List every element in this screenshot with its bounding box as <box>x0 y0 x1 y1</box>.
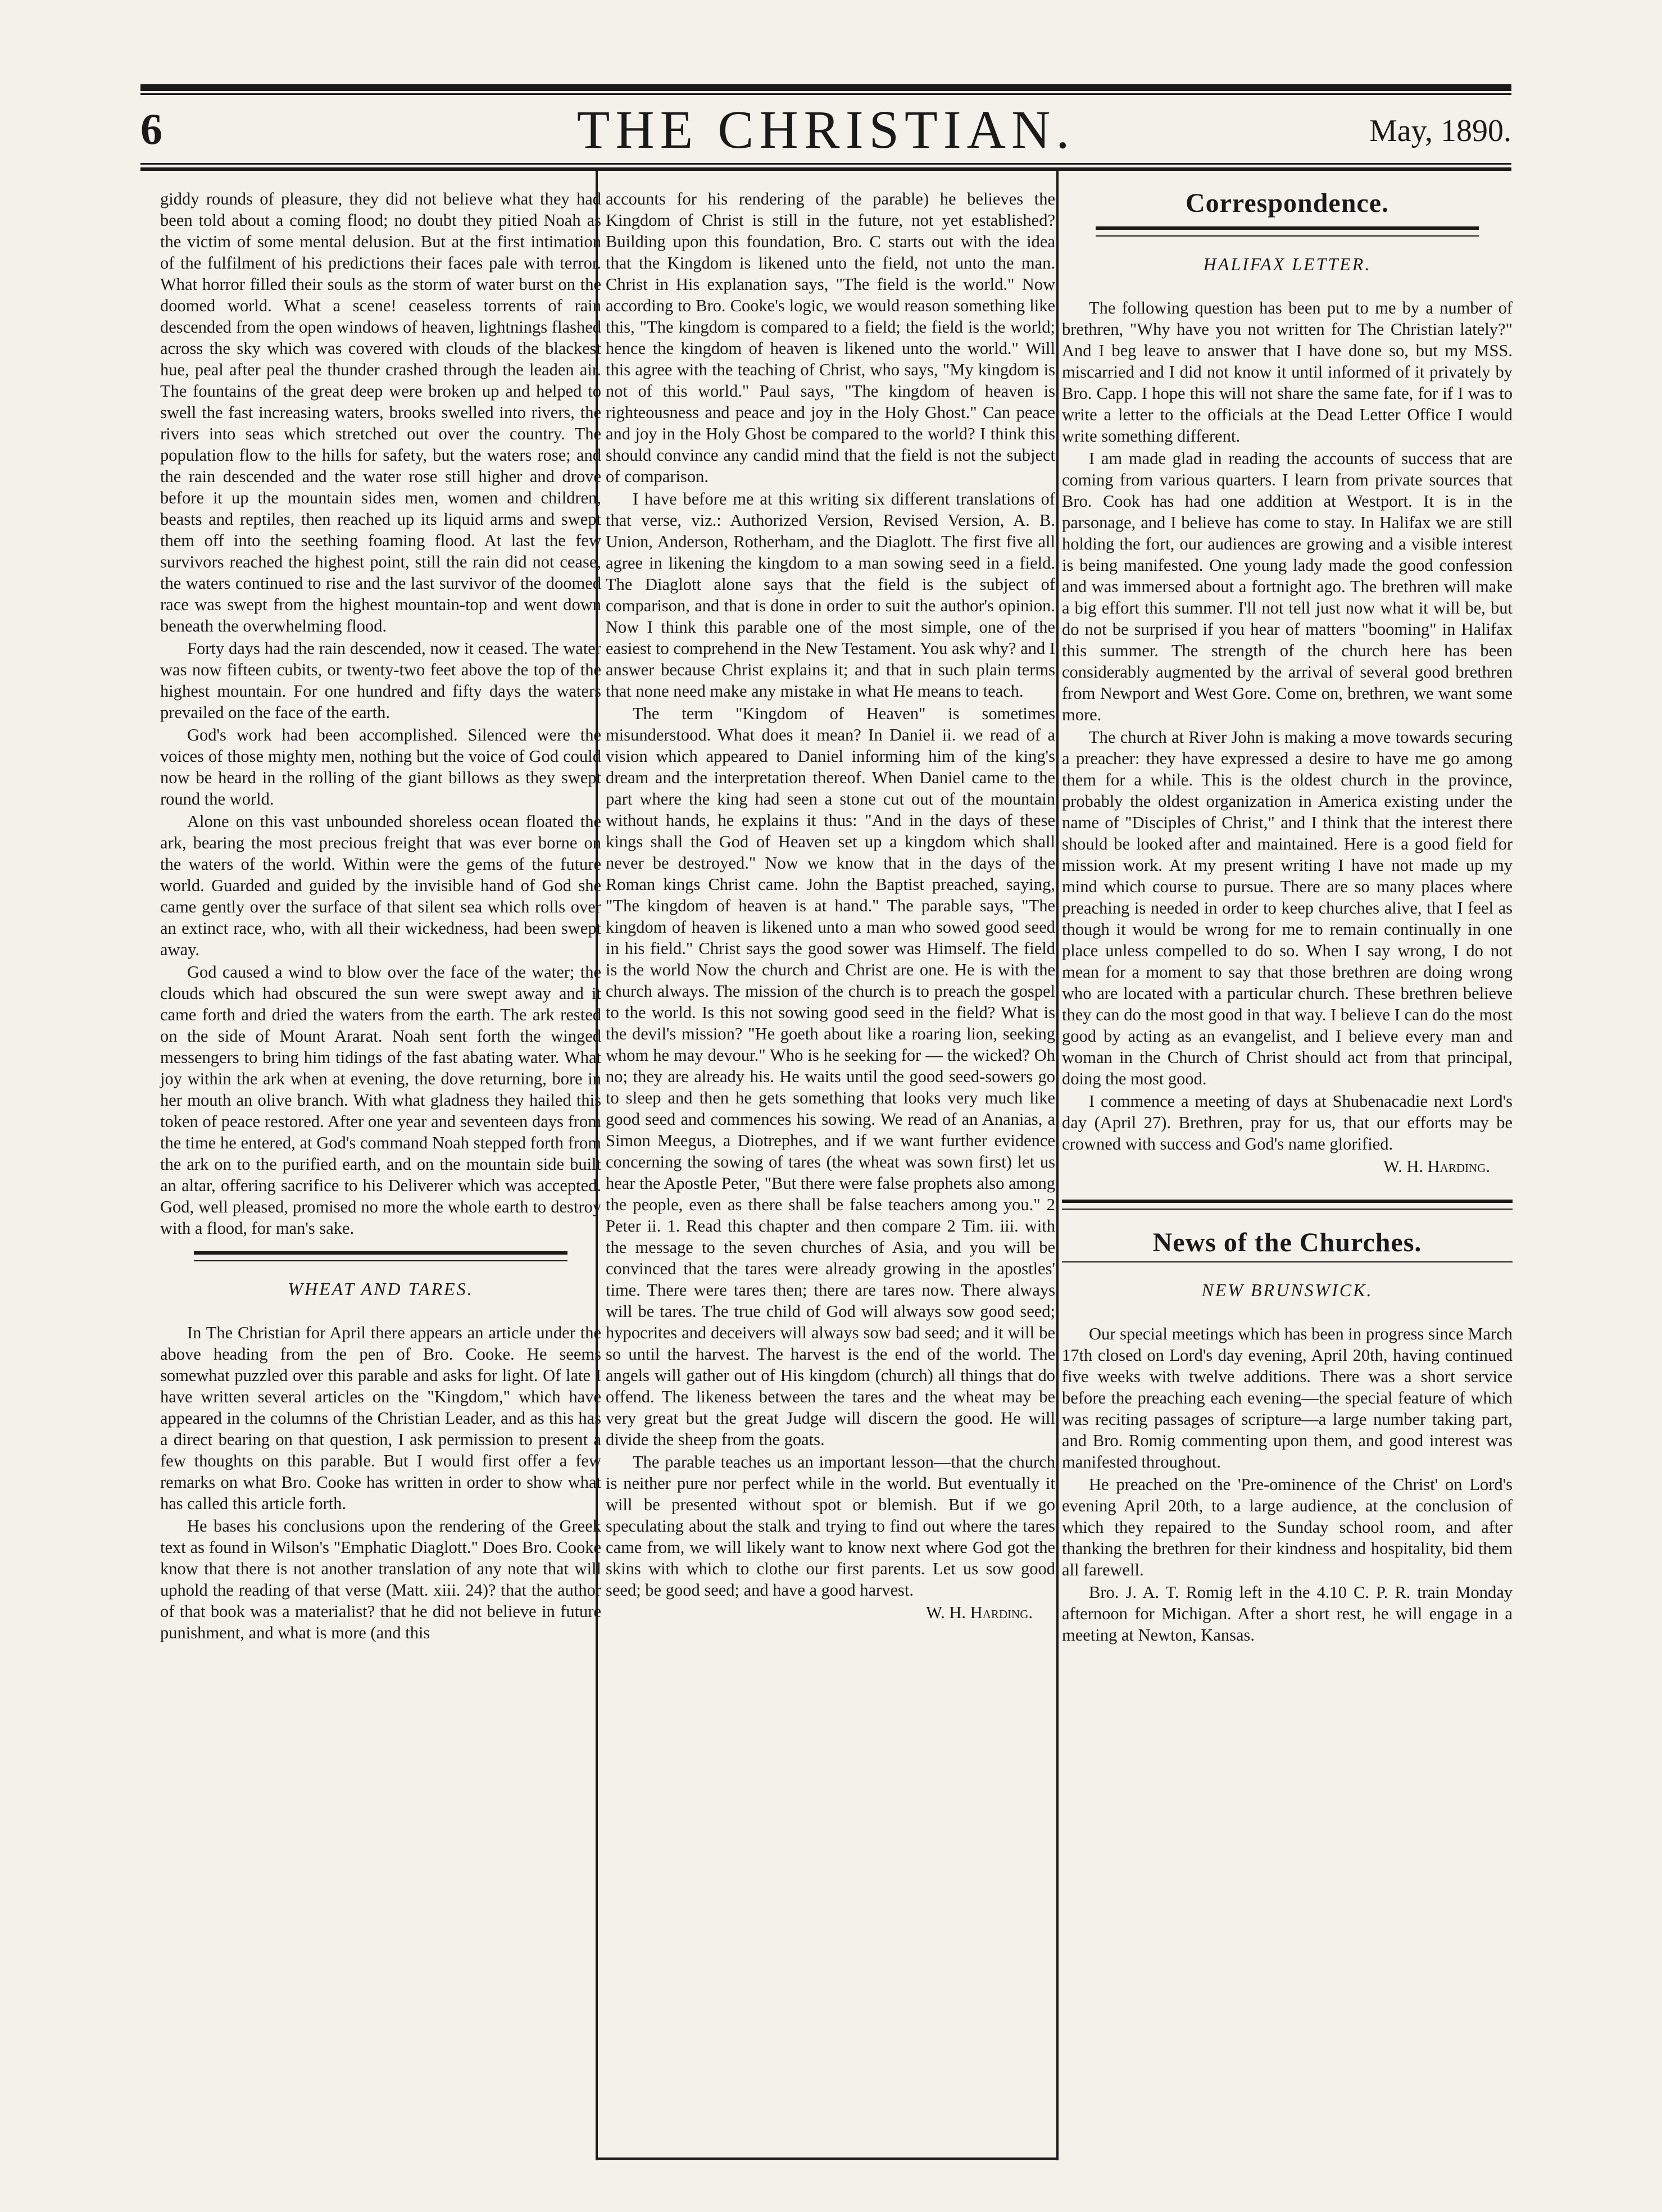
article-heading: NEW BRUNSWICK. <box>1201 1280 1373 1300</box>
section-divider <box>1062 1200 1513 1210</box>
section-heading-correspondence: Correspondence. <box>1185 188 1389 218</box>
top-rule-thick <box>140 84 1511 91</box>
paragraph: I am made glad in reading the accounts of success that are coming from various quarters. I learn from private sources that Bro. Cook has had one addition at Westport. It is in the parsonage, and I believe has come to stay. In Halifax we are still holding the fort, our audiences are growing and a visible interest is being manifested. One young lady made the good confession and was immersed about a fortnight ago. The brethren will make a big effort this summer. I'll not tell just now what it will be, but do not be surprised if you hear of matters "booming" in Halifax this summer. The strength of the church here has been considerably augmented by the arrival of several good brethren from Newport and West Gore. Come on, brethren, we want some more. <box>1062 449 1513 724</box>
paragraph: accounts for his rendering of the parable) he believes the Kingdom of Christ is still in the future, not yet established? Building upon this foundation, Bro. C starts out with the idea that the Kingdom is likened unto the field, not unto the man. Christ in His explanation says, "The field is the world." Now according to Bro. Cooke's logic, we would reason something like this, "The kingdom is compared to a field; the field is the world; hence the kingdom of heaven is likened unto the world." Will this agree with the teaching of Christ, who says, "My kingdom is not of this world." Paul says, "The kingdom of heaven is righteousness and peace and joy in the Holy Ghost." Can peace and joy in the Holy Ghost be compared to the world? I think this should convince any candid mind that the field is not the subject of comparison. <box>606 189 1055 486</box>
masthead-rule-thick <box>140 167 1511 171</box>
thin-rule <box>1062 1261 1513 1262</box>
article-heading: WHEAT AND TARES. <box>288 1279 474 1299</box>
bottom-rule <box>596 2158 1059 2160</box>
issue-date: May, 1890. <box>1369 113 1511 148</box>
section-heading-news: News of the Churches. <box>1152 1228 1422 1257</box>
paragraph: Alone on this vast unbounded shoreless ocean floated the ark, bearing the most precious freight that was ever borne on the waters of the world. Within were the gems of the future world. Guarded and guided by the invisible hand of God she came gently over the surface of that silent sea which rolls over an extinct race, who, with all their wickedness, had been swept away. <box>160 812 601 959</box>
paragraph: In The Christian for April there appears an article under the above heading from the pen of Bro. Cooke. He seems somewhat puzzled over this parable and asks for light. Of late I have written several articles on the "Kingdom," which have appeared in the columns of the Christian Leader, and as this has a direct bearing on that question, I ask permission to present a few thoughts on this parable. But I would first offer a few remarks on what Bro. Cooke has written in order to show what has called this article forth. <box>160 1323 601 1513</box>
column-3 <box>1062 188 1513 1647</box>
paper-title: THE CHRISTIAN. <box>576 99 1075 160</box>
masthead <box>140 98 1511 160</box>
paragraph: He bases his conclusions upon the rendering of the Greek text as found in Wilson's "Emphatic Diaglott." Does Bro. Cooke know that there is not another translation of any note that will uphold the reading of that verse (Matt. xiii. 24)? that the author of that book was a materialist? that he did not believe in future punishment, and what is more (and this <box>160 1516 601 1642</box>
paragraph: Bro. J. A. T. Romig left in the 4.10 C. P. R. train Monday afternoon for Michigan. After a short rest, he will engage in a meeting at Newton, Kansas. <box>1062 1583 1513 1645</box>
section-divider <box>194 1251 567 1261</box>
paragraph: God caused a wind to blow over the face of the water; the clouds which had obscured the sun were swept away and it came forth and dried the waters from the earth. The ark rested on the side of Mount Ararat. Noah sent forth the winged messengers to bring him tidings of the fast abating water. What joy within the ark when at evening, the dove returning, bore in her mouth an olive branch. With what gladness they hailed this token of peace restored. After one year and seventeen days from the time he entered, at God's command Noah stepped forth from the ark on to the purified earth, and on the mountain side built an altar, offering sacrifice to his Deliverer which was accepted. God, well pleased, promised no more the whole earth to destroy with a flood, for man's sake. <box>160 962 601 1238</box>
column-1 <box>160 188 601 1645</box>
paragraph: giddy rounds of pleasure, they did not believe what they had been told about a coming flood; no doubt they pitied Noah as the victim of some mental delusion. But at the first intimation of the fulfilment of his predictions their faces pale with terror. What horror filled their souls as the storm of water burst on the doomed world. What a scene! ceaseless torrents of rain descended from the open windows of heaven, lightnings flashed across the sky which was covered with clouds of the blackest hue, peal after peal the thunder crashed through the leaden air. The fountains of the great deep were broken up and helped to swell the fast increasing waters, brooks swelled into rivers, the rivers into seas which stretched out over the country. The population flow to the hills for safety, but the waters rose; and the rain descended and the water rose still higher and drove before it up the mountain sides men, women and children, beasts and reptiles, then reached up its liquid arms and swept them off into the seething foaming flood. At last the few survivors reached the highest point, still the rain did not cease, the waters continued to rise and the last survivor of the doomed race was swept from the highest mountain-top and went down beneath the overwhelming flood. <box>160 189 601 635</box>
top-rule-thin <box>140 93 1511 95</box>
page-number: 6 <box>140 105 162 153</box>
section-divider <box>1096 226 1479 237</box>
paragraph: Forty days had the rain descended, now it ceased. The water was now fifteen cubits, or twenty-two feet above the top of the highest mountain. For one hundred and fifty days the waters prevailed on the face of the earth. <box>160 639 601 722</box>
column-divider-2 <box>1056 169 1059 2160</box>
signature: W. H. Harding. <box>1383 1157 1490 1176</box>
paragraph: God's work had been accomplished. Silenced were the voices of those mighty men, nothing but the voice of God could now be heard in the rolling of the giant billows as they swept round the world. <box>160 725 601 809</box>
column-2 <box>606 188 1055 1623</box>
paragraph: I have before me at this writing six different translations of that verse, viz.: Authorized Version, Revised Version, A. B. Union, Anderson, Rotherham, and the Diaglott. The first five all agree in likening the kingdom to a man sowing seed in a field. The Diaglott alone says that the field is the subject of comparison, and that is done in order to suit the author's opinion. Now I think this parable one of the most simple, one of the easiest to comprehend in the New Testament. You ask why? and I answer because Christ explains it; and that in such plain terms that none need make any mistake in what He means to teach. <box>606 489 1055 701</box>
paragraph: Our special meetings which has been in progress since March 17th closed on Lord's day evening, April 20th, having continued five weeks with twelve additions. There was a short service before the preaching each evening—the special feature of which was reciting passages of scripture—a large number taking part, and Bro. Romig commenting upon them, and good interest was manifested throughout. <box>1062 1324 1513 1471</box>
signature: W. H. Harding. <box>926 1603 1033 1622</box>
masthead-rule-thin <box>140 163 1511 165</box>
paragraph: I commence a meeting of days at Shubenacadie next Lord's day (April 27). Brethren, pray for us, that our efforts may be crowned with success and God's name glorified. <box>1062 1092 1513 1153</box>
article-heading: HALIFAX LETTER. <box>1203 254 1372 274</box>
paragraph: The term "Kingdom of Heaven" is sometimes misunderstood. What does it mean? In Daniel ii. we read of a vision which appeared to Daniel informing him of the king's dream and the interpretation thereof. When Daniel came to the part where the king had seen a stone cut out of the mountain without hands, he explains it thus: "And in the days of these kings shall the God of Heaven set up a kingdom which shall never be destroyed." Now we know that in the days of the Roman kings Christ came. John the Baptist preached, saying, "The kingdom of heaven is at hand." The parable says, "The kingdom of heaven is likened unto a man who sowed good seed in his field." Christ says the good sower was Himself. The field is the world Now the church and Christ are one. He is with the church always. The mission of the church is to preach the gospel to the world. Is this not sowing good seed in the field? What is the devil's mission? "He goeth about like a roaring lion, seeking whom he may devour." Who is he seeking for — the wicked? Oh no; they are already his. He waits until the good seed-sowers go to sleep and then he gets something that looks very much like good seed and commences his sowing. We read of an Ananias, a Simon Meegus, a Diotrephes, and if we want further evidence concerning the sowing of tares (the wheat was sown first) let us hear the Apostle Peter, "But there were false prophets also among the people, even as there shall be false teachers among you." 2 Peter ii. 1. Read this chapter and then compare 2 Tim. iii. with the message to the seven churches of Asia, and you will be convinced that the tares were already growing in the apostles' time. There were tares then; there are tares now. There always will be tares. The true child of God will always sow good seed; hypocrites and deceivers will always sow bad seed; and it will be so until the harvest. The harvest is the end of the world. The angels will gather out of His kingdom (church) all things that do offend. The likeness between the tares and the wheat may be very great but the great Judge will discern the good. He will divide the sheep from the goats. <box>606 704 1055 1449</box>
paragraph: The church at River John is making a move towards securing a preacher: they have expressed a desire to have me go among them for a while. This is the oldest church in the province, probably the oldest organization in America existing under the name of "Disciples of Christ," and I think that the interest there should be looked after and maintained. Here is a good field for mission work. At my present writing I have not made up my mind which course to pursue. There are so many places where preaching is needed in order to keep churches alive, that I feel as though it would be wrong for me to remain continually in one place unless compelled to do so. When I say wrong, I do not mean for a moment to say that those brethren are doing wrong who are located with a particular church. These brethren believe they can do the most good in that way. I believe I can do the most good by acting as an evangelist, and I believe every man and woman in the Church of Christ should act from that principal, doing the most good. <box>1062 728 1513 1088</box>
paragraph: The following question has been put to me by a number of brethren, "Why have you not written for The Christian lately?" And I beg leave to answer that I have done so, but my MSS. miscarried and I did not know it until informed of it privately by Bro. Capp. I hope this will not share the same fate, for if I was to write a letter to the officials at the Dead Letter Office I would write something different. <box>1062 298 1513 446</box>
paragraph: He preached on the 'Pre-ominence of the Christ' on Lord's evening April 20th, to a large audience, at the conclusion of which they repaired to the Sunday school room, and after thanking the brethren for their kindness and hospitality, bid them all farewell. <box>1062 1475 1513 1579</box>
paragraph: The parable teaches us an important lesson—that the church is neither pure nor perfect while in the world. But eventually it will be presented without spot or blemish. But if we go speculating about the stalk and trying to find out where the tares came from, we will likely want to know next where God got the skins with which to clothe our first parents. Let us sow good seed; be good seed; and have a good harvest. <box>606 1452 1055 1600</box>
